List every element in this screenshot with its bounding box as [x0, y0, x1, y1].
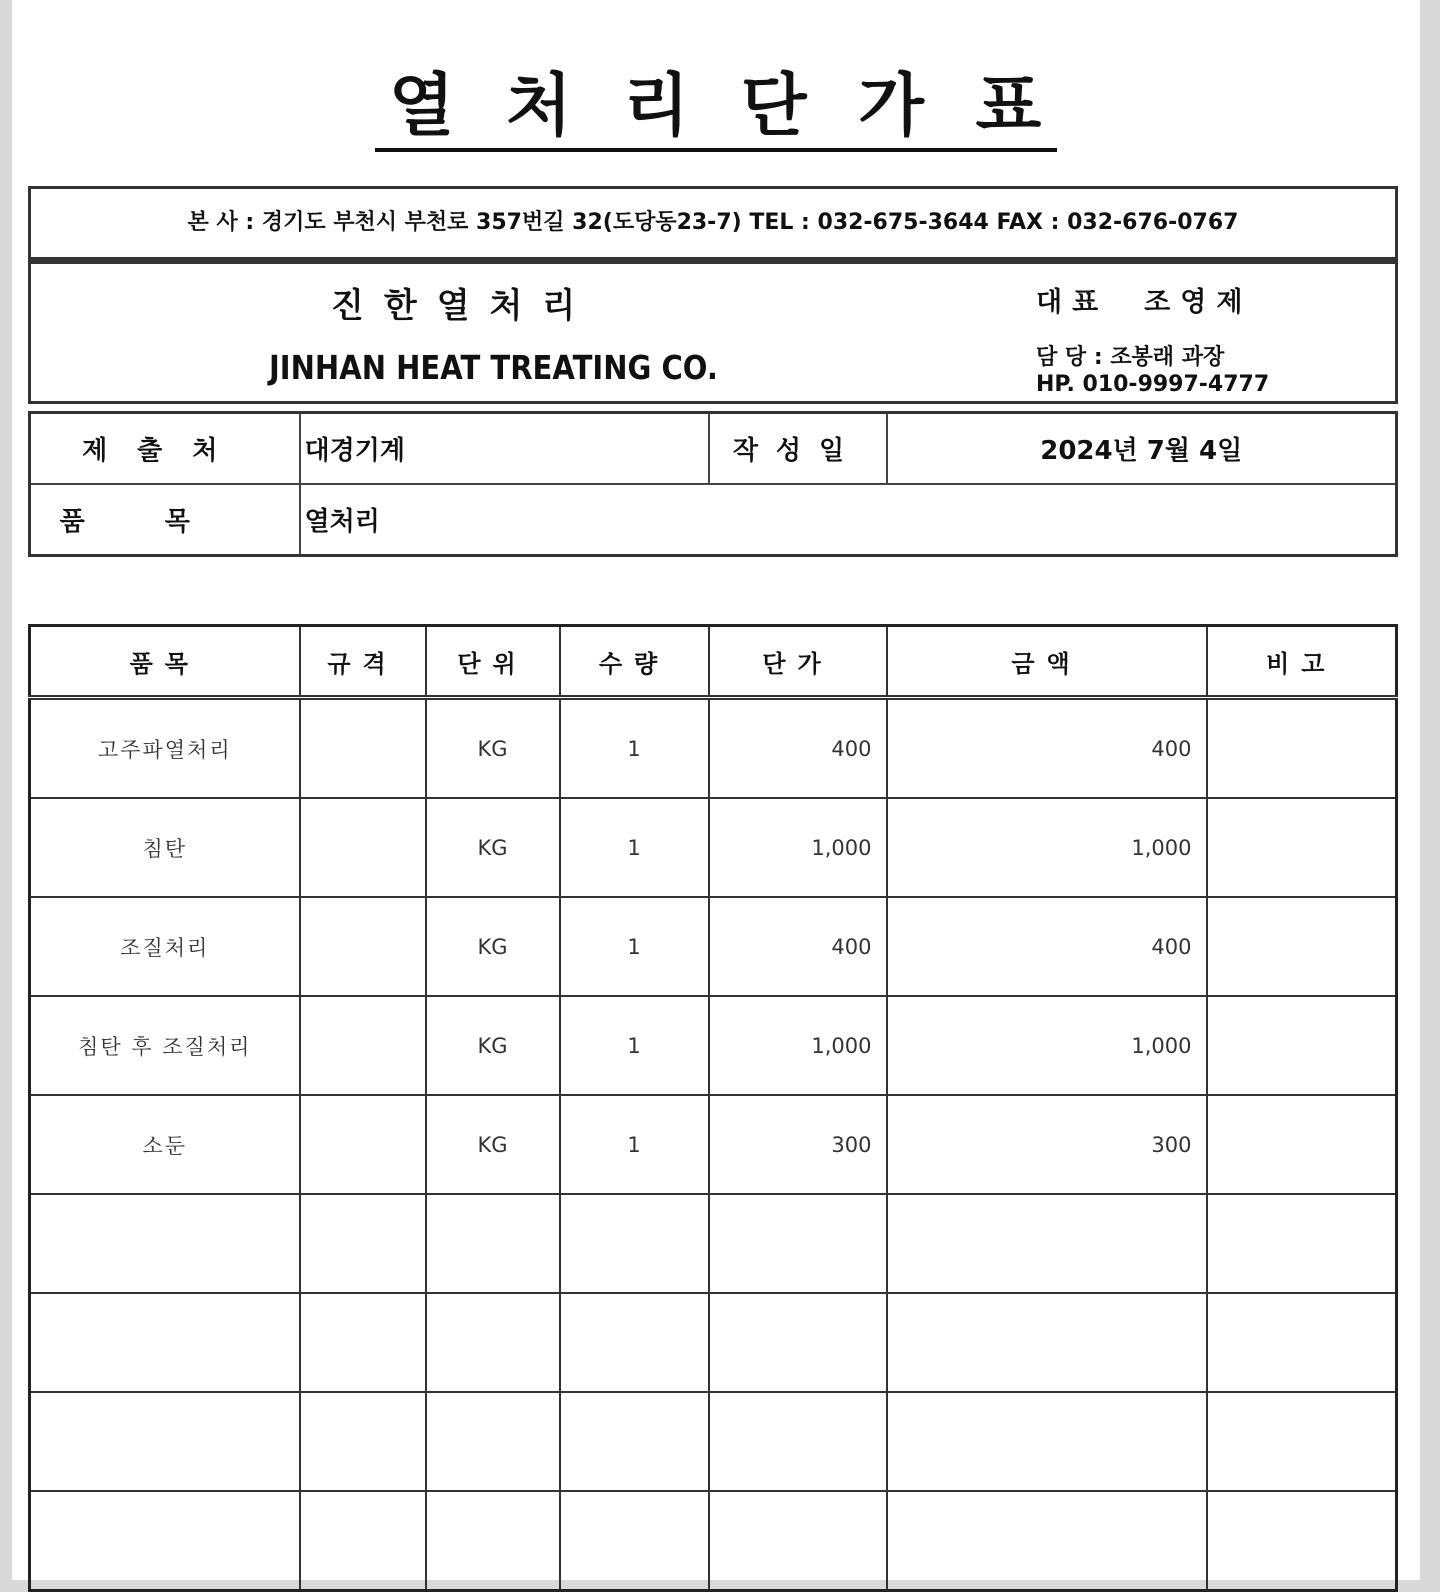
price-table	[28, 624, 1398, 1592]
quantity-cell: 1	[560, 798, 709, 897]
item-label: 품목	[30, 484, 300, 556]
empty-table-row	[30, 1293, 1397, 1392]
quantity-cell: 1	[560, 897, 709, 996]
unit-cell: KG	[426, 1095, 560, 1194]
unit-cell: KG	[426, 897, 560, 996]
manager-contact: 담 당 : 조봉래 과장	[1036, 345, 1225, 370]
unit-price-cell: 400	[709, 897, 887, 996]
item-value: 열처리	[300, 484, 1397, 556]
header-note: 비고	[1207, 626, 1397, 698]
document-page	[12, 0, 1420, 1580]
note-cell	[1207, 1095, 1397, 1194]
unit-price-cell: 1,000	[709, 798, 887, 897]
header-item: 품목	[30, 626, 300, 698]
item-name-cell: 조질처리	[30, 897, 300, 996]
unit-cell: KG	[426, 996, 560, 1095]
spec-cell	[300, 698, 426, 799]
table-row	[30, 1095, 1397, 1194]
head-office-address: 본 사 : 경기도 부천시 부천로 357번길 32(도당동23-7) TEL : 032-675-3644 FAX : 032-676-0767	[28, 186, 1398, 260]
item-row	[30, 484, 1397, 556]
table-row	[30, 897, 1397, 996]
item-name-cell: 고주파열처리	[30, 698, 300, 799]
note-cell	[1207, 996, 1397, 1095]
submit-to-value: 대경기계	[300, 413, 709, 485]
amount-cell: 300	[887, 1095, 1207, 1194]
spec-cell	[300, 996, 426, 1095]
company-name-english: JINHAN HEAT TREATING CO.	[269, 348, 718, 387]
empty-table-row	[30, 1491, 1397, 1591]
submission-row	[30, 413, 1397, 485]
manager-phone: HP. 010-9997-4777	[1036, 372, 1270, 397]
spec-cell	[300, 798, 426, 897]
empty-table-row	[30, 1194, 1397, 1293]
date-label: 작성일	[709, 413, 887, 485]
unit-price-cell: 400	[709, 698, 887, 799]
note-cell	[1207, 798, 1397, 897]
amount-cell: 400	[887, 698, 1207, 799]
header-quantity: 수량	[560, 626, 709, 698]
empty-table-row	[30, 1392, 1397, 1491]
spec-cell	[300, 1095, 426, 1194]
quantity-cell: 1	[560, 698, 709, 799]
submission-info-table	[28, 411, 1398, 557]
document-title: 열 처 리 단 가 표	[12, 52, 1420, 149]
item-name-cell: 소둔	[30, 1095, 300, 1194]
company-name-korean: 진한열처리	[331, 286, 596, 326]
header-spec: 규격	[300, 626, 426, 698]
amount-cell: 400	[887, 897, 1207, 996]
amount-cell: 1,000	[887, 996, 1207, 1095]
item-name-cell: 침탄	[30, 798, 300, 897]
table-header-row	[30, 626, 1397, 698]
item-name-cell: 침탄 후 조질처리	[30, 996, 300, 1095]
submit-to-label: 제출처	[30, 413, 300, 485]
note-cell	[1207, 698, 1397, 799]
table-row	[30, 698, 1397, 799]
quantity-cell: 1	[560, 996, 709, 1095]
table-row	[30, 996, 1397, 1095]
unit-price-cell: 300	[709, 1095, 887, 1194]
quantity-cell: 1	[560, 1095, 709, 1194]
unit-price-cell: 1,000	[709, 996, 887, 1095]
unit-cell: KG	[426, 798, 560, 897]
company-block	[28, 260, 1398, 404]
unit-cell: KG	[426, 698, 560, 799]
header-unit-price: 단가	[709, 626, 887, 698]
representative: 대표 조영제	[1036, 287, 1253, 318]
header-unit: 단위	[426, 626, 560, 698]
header-amount: 금액	[887, 626, 1207, 698]
amount-cell: 1,000	[887, 798, 1207, 897]
date-value: 2024년 7월 4일	[887, 413, 1397, 485]
note-cell	[1207, 897, 1397, 996]
table-row	[30, 798, 1397, 897]
spec-cell	[300, 897, 426, 996]
